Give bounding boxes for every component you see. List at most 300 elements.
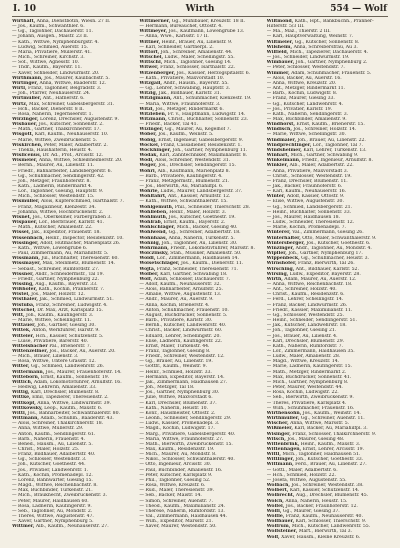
entry-details: — Karl, Hauptverwaltung, Weinstr. 7. [266,34,354,40]
entry-surname: Wiltmeier, [266,39,294,45]
entry-surname: Winkelmann, [266,158,301,164]
entry-details: — Anna, Wwe., Karlsstr. 17 II. [139,34,209,40]
entry-surname: Wischer, [266,421,289,427]
entry-details: Gg., Mühlbauer, Kreuzstr. 18 II. [171,19,246,24]
header-rule [12,16,388,17]
entry-details: Christ., Buchhalter, Sonnenstr. 23. [168,116,249,122]
entry-surname: Wißhofer, [12,287,38,293]
entry-details: — Marie, Köchin, Promenadepl. 7. [266,225,346,231]
entry-surname: Wisthaler, [12,297,39,303]
entry-surname: Wissner, [12,271,34,277]
entry-details: — Bernh., Maurer, Au, Lilienstr. 11. [12,163,95,169]
entry-details: Franz, Schneider, Theresienstr. 71. [156,266,238,272]
directory-columns [12,19,388,543]
entry-details: — Barb., Näherin, Frauenstr. 4. [12,436,86,442]
entry-details: Franz, Schlosser, Isarthalstr. 22. [160,65,236,71]
entry-details: — Barb., Privatiere, Karlstr. 30. [139,318,213,324]
entry-surname: Wittauer, [12,323,36,329]
entry-details: Jos., Maler, Holzstr. 12. [31,292,85,298]
entry-surname: Wittenhagen, [266,446,302,452]
entry-details: — Christ., Bäcker, Lindwurmstr. 60. [139,328,223,334]
entry-details: — Friedr., Bäcker, Tal 41. [139,122,198,128]
entry-surname: Wohlschläger, [139,225,176,231]
entry-details: — Friedr., Gärtner, Nymphenburg 22. [12,276,100,282]
entry-surname: Witsch, [266,436,286,442]
entry-details: — Anna, Wittwe, Müllerstr. 29. [12,426,84,432]
entry-details: — Theod., Kaufm., Maximilianstr. 24. [139,503,226,509]
entry-details: — Gg., Schuhmacher, Sendlingerstr. 42. [12,173,105,179]
entry-details: — Christ., Schlosser, Westendstr. 19. [266,173,352,179]
entry-surname: Wittorf, [139,49,160,55]
entry-surname: Wittmann, [266,462,294,468]
entry-details: Karl, Kaufm., Neuhauserstr. 10. [34,132,109,138]
entry-details: Phil., Schneider, Thierschstr. 28. [174,204,251,210]
entry-details: Hch., Kassier, Schützenstr. 5. [35,333,104,339]
entry-details: Jos., Kaufm., Weinstr. 14. [302,410,361,416]
entry-surname: Wissing, [12,281,34,287]
entry-details: — Mich., Schreiner, Kirchstr. 3. [12,55,85,61]
entry-details: Lor., Bierbrauer, Karlstr. 41. [38,220,104,226]
entry-details: — Karl, Drechsler, Blumenstr. 29. [266,338,345,344]
entry-surname: Wittl, [266,452,281,458]
entry-details: Anna, Wittwe, Schleißheimerstr. 20. [38,158,123,164]
entry-details: — Franz, Magazineur, Klenzestr. 34. [12,204,96,210]
entry-details: — Joh., Pfarrer, Neuhauserstr. 24. [12,91,91,97]
entry-details: — Peter, Schlosser, Westendstr. 7. [266,65,345,71]
entry-details: — Paul, Buchbinder, Amalienstr. 16. [139,467,223,473]
entry-details: Ernst, Lehrer, Arcisstr. 19. [302,446,364,452]
entry-details: Heinr., Maler, Holzstr. 3. [169,209,227,215]
entry-details: — Otto, Ingenieur, Arcisstr. 30. [139,462,212,468]
entry-details: — Ma., Maz., Thierstr. 2 III. [266,29,331,35]
entry-details: — Kath., Köchin, Promenadepl. 12. [12,472,93,478]
entry-details: Joh., Brauer, Au, Lilienstr. 22. [297,137,366,143]
entry-surname: Wittermann, [12,369,45,375]
entry-details: — Maria, Wittwe, Fraunhoferstr. 27. [139,436,224,442]
entry-details: Gg., Maurer, Au, Kegelhof 7. [164,127,231,133]
entry-surname: Wittmerner, [139,19,171,24]
entry-details: Val., Zimmermann, Giesing 26. [292,230,364,236]
entry-details: — Elise, Wittwe, Augustenstr. 30. [266,199,344,205]
entry-details: — Franz, Metzgermstr., Blumenstr. 21. [139,178,230,184]
entry-surname: Wöber, [139,132,157,138]
entry-surname: Witzigmann, [139,96,172,102]
entry-details: — Marie, Ladnerin, Kaufingerstr. 15. [266,364,352,370]
entry-details: Anna, Näherin, Türkenstr. 5. [168,235,235,241]
entry-details: Pal., Brienerstr. 7. [49,343,92,349]
directory-entry [12,524,133,529]
entry-surname: Wittenzellner, [12,349,49,354]
entry-details: — Marie, Wittwe, Schellingstr. 11. [12,318,92,324]
entry-details: — Joh., Metzger, Fraunhoferstr. 8. [12,178,91,184]
entry-details: Jak., Bildhauer, Karlstr. 31. [158,91,222,97]
entry-details: — Joh., Metzger, Tal 18. [139,385,195,391]
entry-details: — Rosa, Wittwe, Untere Grasstr. 12. [12,359,96,365]
entry-details: Max, Steinmetz, Blumenstr. 14. [42,261,116,267]
entry-details: Andr., Schneidermstr., Tal 19. [35,271,104,277]
entry-surname: Wilfield, [266,49,289,55]
entry-details: — Franz, Maurer, Giesing 33. [266,96,335,102]
entry-details: Joh., Taglöhner, Au, Lilienstr. 30. [161,240,238,246]
entry-surname: Witzmann, [139,116,167,122]
entry-surname: Woiczinsky, [139,251,169,257]
entry-details: — Heinr., Buchhalter, Sonnenstr. 33. [266,209,352,215]
directory-column-3 [267,19,388,543]
entry-surname: Windisch, [266,127,292,133]
entry-surname: Wolfbauer, [266,519,295,525]
entry-details: Andr., Taglöhner, Au, Mondstr. 4. [295,245,372,251]
entry-details: — Mich., Brauknecht, Zweibrückenstr. 3. [12,493,108,499]
entry-details: — Karl, Drechsler, Blumenstr. 37. [139,400,217,406]
entry-details: — Lor., Taglöhner, Giesing, Hauptstr. 9. [12,189,104,195]
entry-details: Ludw., Maurer, Landsbergerstr. 37. [160,189,243,195]
entry-details: Kath., Köchin, Prannerstr. 7. [38,287,105,293]
entry-details: — Gg., Schlosser, Westendstr. 25. [266,312,345,318]
entry-surname: Wöger, [139,163,157,169]
entry-details: — Xaver, Schneider, Lindwurmstr. 20. [12,70,100,76]
entry-details: Heinr., Kaufm., Maxstr. 3. [300,441,361,447]
entry-surname: Wimbauer, [266,60,295,66]
entry-details: — Rosa, Ladnerin, Kaufingerstr. 9. [12,503,92,509]
entry-details: Leop., Kaufm., Maxstr. 6. [44,405,103,411]
entry-details: — Rosa, Näherin, Tegernseerstr. 1. [12,111,94,117]
entry-details: — Magd., Wittwe, Reichenbachstr. 8. [12,483,98,489]
entry-details: — Xaver, Gärtner, Nymphenburg 5. [12,519,94,525]
entry-details: — Luise, Privatiere, Barerstr. 40. [12,338,89,344]
entry-details: — Kath., Näherin, Rumfordstr. 7. [266,343,343,349]
entry-details: — Simon, Schreiner, Auenstr. 7. [139,498,213,504]
entry-surname: Wizinger, [139,127,164,133]
entry-details: — Mich., Schlosser, Westendstr. 15. [12,194,95,200]
entry-details: — Bernh., Kutscher, Landwehrstr. 40. [139,323,227,329]
entry-surname: Wittkopf, [12,400,36,406]
entry-details: — Theres, Privatiere, Karlsplatz 4. [266,400,347,406]
entry-surname: Wisbauer, [12,122,38,128]
entry-details: Ferd., Brauer, Au, Lilienstr. 27. [295,462,367,468]
entry-details: Adam, Lokomotivführer, Arnulfstr. 16. [33,379,122,385]
entry-details: Mich., Kutscher, Landwehrstr. 55. [291,524,371,530]
entry-surname: Wirsching, [266,266,295,272]
entry-details: Jos., Schreiner, Westendstr. 38. [291,483,364,489]
entry-surname: Wolf, [266,534,280,540]
entry-details: — Lorenz, Bahnwärter, Giesing 15. [12,477,93,483]
entry-surname: Wirzinger, [12,116,39,122]
entry-details: — Amalie, Wittwe, Augustenstr. 13. [139,292,222,298]
entry-surname: Witzenberger, [139,70,176,76]
entry-surname: Wiskirchen, [12,142,43,148]
entry-details: Jos., Oberkellner, Färbergraben 3. [32,214,112,220]
entry-details: Jos., Bäcker, Fraunhoferstr. 12. [285,503,358,509]
entry-details: Otto, Maler, Schwanthalerstr. 9. [302,235,377,241]
entry-surname: Wimmer, [266,70,290,76]
entry-details: Joh., Schreiner, Amalienstr. 44. [160,49,233,55]
entry-details: Karl, Drechsler, Blumenstr. 8. [30,390,100,396]
entry-details: — Math., Gärtner, Thalkirchnerstr. 17. [12,127,101,133]
entry-surname: Wittmann, [12,416,40,422]
entry-surname: Wirthmann, [12,75,43,81]
entry-details: Mich., Tapezierer, Dachauerstr. 4. [289,49,369,55]
entry-details: — Jos., Kaufm., Schwanthler. 6. [12,24,85,30]
entry-details: — Lor., Zimmermann, Haidhausen 35. [266,349,355,354]
entry-surname: Wirtl, [12,86,27,92]
entry-details: Lor., Zimmermann, Haidhausen 14. [156,256,239,262]
entry-surname: Wittmer, [12,524,35,530]
entry-details: — Maria, Privatiere, Müllerstr. 41. [12,49,92,55]
entry-details: — Peter, Maurer, Haidhausen 60. [12,498,89,504]
entry-surname: Wobig, [139,137,157,143]
entry-details: Hilterstr. 5/3 III. [266,24,305,30]
entry-surname: Witter, [12,364,30,370]
entry-details: Ant., Bildhauer, Karlstr. 52. [295,266,359,272]
entry-details: — Wilh., Expeditor, Marsstr. 21. [139,519,214,525]
entry-details: — Alois, Schreiner, Thalkirchnerstr. 18. [12,421,104,427]
entry-details: — Hermann, Bureauchef, Ottostr. 4. [139,24,223,30]
entry-surname: Wittlinger, [266,457,295,463]
entry-details: — Jak., Kutscher, Landwehrstr. 18. [266,323,347,329]
entry-details: Anna, Näherin, Heustr. 15. [285,498,348,504]
entry-details: Jos., Kaufm., Weinstr. 5. [158,132,214,138]
entry-surname: Wödl, [139,158,154,164]
entry-surname: Wirthaft, [12,19,36,24]
entry-surname: Woisetschläger, [139,261,180,267]
entry-surname: Wilsheim, [266,44,293,50]
entry-details: — Xaver, Maurer, Westendstr. 50. [139,524,217,530]
entry-details: — Peter, Maurer, Westendstr. 44. [266,385,343,391]
entry-details: — Friedr., Kassier, Maximilianstr. 11. [266,307,353,313]
entry-details: Franz, Schlosser, Thalkirchnerstr. 9. [292,431,377,437]
entry-details: — Anna, Wittwe, Kreuzstr. 20. [266,80,337,86]
entry-surname: Wissmayer, [12,261,41,267]
entry-surname: Wipfler, [266,251,287,257]
entry-surname: Wolbrecht, [266,493,295,499]
entry-details: — Gg., Kutscher, Landwehrstr. 4. [266,101,344,107]
entry-details: Gg., Schmied, Landwehrstr. 26. [31,364,105,370]
entry-details: — Kath., Wittwe, Nymphenburgstr. 4. [12,39,99,45]
entry-details: Andr., Hausm., Bayerstr. 55. [163,80,229,86]
entry-details: — Kath., Wittwe, Schwanthalerstr. 15. [139,199,228,205]
entry-surname: Wittek, [12,328,31,334]
entry-details: Friedr., Lokomotivführer, Marsstr. 8. [170,245,255,251]
entry-details: Kath., Hpt., Bankbuchh., Pranner- [294,19,374,24]
entry-details: Jos., Bahnarbeiter, Schwanthalerstr. 80. [27,410,120,416]
entry-details: — Mich., Gärtner, Nymphenburg 8. [266,379,349,385]
entry-details: — Jak., Bäcker, Fraunhoferstr. 6. [266,184,343,189]
entry-details: Max, Schreiner, Gabelsbergerstr. 31. [28,101,115,107]
entry-surname: Wistel, [12,292,30,298]
entry-details: — Ant., Schreiner, Holzstr. 40. [266,287,337,293]
entry-details: Adalb., Schuhm., Baaderstr. 43. [40,416,114,422]
entry-details: — Seb., Taglöhner, Au, Mondstr. 2. [12,508,93,514]
entry-surname: Witwer, [139,65,159,71]
entry-surname: Witschel, [139,55,164,61]
entry-details: Lorenz, Drechsler, Augustenstr. 9. [40,116,119,122]
entry-details: Karl, Lehrer, Türkenstr. 13. [303,147,367,153]
entry-details: — Hch., Schmied, Holzstr. 22. [266,472,336,478]
entry-details: Alb., Maler, Adalbertstr. 22. [289,163,354,169]
entry-surname: Wittelsbacher [12,343,48,349]
entry-surname: Wölfel, [266,503,285,509]
entry-surname: Witzleben, [139,111,167,117]
entry-details: — Franz, Bildhauer, Adalbertstr. 40. [12,452,96,458]
entry-details: — Ferd., Lehrer, Schellingstr. 14. [266,297,344,303]
entry-surname: Wippenbeck, [266,256,300,262]
entry-details: — Gg., Brauer, Au, Lilienstr. 19. [139,359,213,365]
directory-column-1 [12,19,133,543]
entry-details: Karl, Gärtner, Schwabing 18. [160,271,228,277]
entry-details: Jak., Schmied, Lindwurmstr. 51. [39,297,114,303]
entry-details: — Mich., Maurer, Au, Mondstr. 8. [139,452,217,458]
entry-surname: Wittke, [12,395,31,401]
entry-details: Joh., Kutscher, Goethestr. 33. [295,457,364,463]
entry-details: Franz, Taglöhner, Belgradstr. 3. [28,86,102,92]
entry-details: — Rud., Maler, Theresienstr. 39. [139,488,215,494]
entry-surname: Witzig, [139,91,158,97]
entry-details: — Jos., Schneider, Lindwurmstr. 19. [266,55,350,61]
entry-details: — Kath., Näherin, Heustr. 10. [139,405,208,411]
entry-details: — Heinr., Schmied, Holzstr. 33. [139,369,212,375]
entry-details: Jul., Buchhalter, Theresienstr. 60. [41,256,119,262]
entry-details: — Kath., Ladnerin, Rindermarkt 4. [12,184,93,189]
entry-details: Ernst, Kaufm., Sonnenstr. 19. [40,374,110,380]
entry-surname: Wismüller, [12,199,40,205]
entry-details: — Leonh., Schneider, Sendlingerstr. 29. [139,416,232,422]
entry-details: — Sebast., Schreiner, Rumfordstr. 27. [12,266,100,272]
page-header [0,4,400,16]
entry-details: Gg., Schuhmacher, Heustr. 3. [301,256,369,262]
entry-details: — Gg., Taglöhner, Dachauerstr. 11. [12,29,93,35]
entry-surname: Wissenbach, [12,235,44,241]
entry-details: Franz, Schreiner, Ludwigstr. 4. [35,302,108,308]
entry-details: — Ernst, Maler, Türkenstr. 44. [139,343,210,349]
entry-details: — Kath., Wittwe, Löwengrube 6. [12,245,88,251]
entry-details: — Magd., Wittwe, Kreuzstr. 14. [266,359,340,365]
entry-details: — Val., Zimmermann, Haidhausen 44. [139,514,228,519]
entry-details: Jak., Expeditor, Frauenstr. 18. [31,230,101,236]
entry-details: — Andr., Maurer, Au, Auerstr. 9. [139,297,214,303]
entry-details: Xaver, Hausm., Kleine Kreuzstr. 6. [281,534,361,540]
entry-details: Ant., Kassier, Arnulfstr. 12. [167,194,231,200]
entry-details: Karl, Kassier, Schützenstr. 14. [289,488,360,494]
entry-details: — Franz, Taglöhner, Giesing 8. [139,349,211,354]
entry-details: Adam, Schlosser, Dachauerstr. 7. [153,276,231,282]
entry-details: — Hermann, Expeditor, Bayerstr. 14. [139,374,225,380]
entry-details: — Gottfr., Kaufm., Weinstr. 9. [139,364,207,370]
entry-surname: Wohlleben, [139,209,168,215]
entry-details: Alb., Kaufm., Neuhauserstr. 27. [35,524,109,530]
entry-details: — Nikol., Schlosser, Schwanthalerstr. 40. [139,457,235,463]
entry-details: — Max, Buchdrucker, Sonnenstr. 41. [266,374,352,380]
section-number: I. 10 [13,4,37,14]
entry-surname: Wispauer, [12,220,38,226]
entry-details: Alb., Kaufmann, Marienplatz 8. [157,168,230,174]
entry-details: Gg., Schreiner, Adalbertstr. 18. [168,230,241,236]
entry-details: Adam, Maurer, Au, Auerstr. 12. [284,276,357,282]
entry-details: — Math., Kutscher, Amalienstr. 22. [12,225,93,231]
entry-details: — Theres, Wittwe, Augustenstr. 47. [12,514,94,519]
entry-details: — Christ., Maler, Holzstr. 25. [12,446,80,452]
entry-surname: Wittmeyer, [139,29,168,35]
entry-details: Dr. Max, Arzt, Karlsplatz 15. [37,307,103,313]
entry-details: — Therese, Näherin, Rumfordstr. 13. [139,508,225,514]
entry-details: — Heinr., Schneider, Sendlingerstr. 51. [266,318,357,324]
entry-surname: Witt, [12,312,25,318]
entry-details: — Ludw., Schneider, Theresienstr. 12. [266,220,355,226]
entry-details: — Friedr., Schreiner, Westendstr. 12. [139,354,225,360]
entry-details: Jos., Kutscher, Goethestr. 19. [168,214,236,220]
entry-surname: Wirthensohn, [266,410,302,416]
entry-details: Jos., Kutscher, Sonnenstr. 2. [38,122,104,128]
entry-details: Anna, Wittwe, Marsstr. 5. [290,421,350,427]
entry-surname: Witteler, [12,333,35,339]
entry-details: Heinr., Inspector, Residenzstr. 10. [45,235,124,241]
entry-details: — Seb., Bäcker, Maistr. 14. [139,493,202,499]
entry-details: — Anton, Schuhmacher, Frauenstr. 10. [139,307,229,313]
entry-surname: Wöckhinger, [139,147,172,153]
entry-details: — Jos., Brauer, Au, Lilienstr. 4. [266,333,338,339]
entry-details: Gg., Maurer, Giesing 37. [282,508,340,514]
entry-surname: Wittich, [12,379,33,385]
entry-surname: Wirtinger, [12,80,39,86]
entry-details: — Eduard, Lehrer, Schellingstr. 20. [139,333,221,339]
entry-details: Anton, Werkführer, Isarstr. 9. [32,328,100,334]
entry-details: Ant., Hafnerstr. 6. [42,96,85,102]
entry-surname: Winter, [266,194,286,200]
entry-surname: Witschel, [12,307,36,313]
entry-details: Ernst, Kaufm., Bayerstr. 2. [163,220,226,226]
entry-details: Karl, Schlosser, Thierschstr. 9. [295,519,367,525]
entry-surname: Wohlmuth, [139,214,168,220]
entry-details: — Alois, Bäcker, Au, Auerstr. 16. [266,75,342,81]
entry-details: — Kath., Privatiere, Maxvorstadt 10. [139,75,225,81]
entry-details: — Marie, Wittwe, Schellingstr. 30. [266,132,346,138]
entry-surname: Wittig, [12,390,30,396]
entry-details: — Seb., Bierwirth, Zweibrückenstr. 9. [266,395,354,401]
entry-details: Joh., Gärtner, Nymphenburg 17. [288,251,363,257]
entry-details: — Konr., Hausmeister, Ottostr. 2. [139,410,216,416]
entry-surname: Windsheimer, [266,147,302,153]
entry-details: — Hedwig, Lehrerin, Amalienstr. 33. [12,385,97,391]
entry-details: — Magd., Köchin, Ludwigstr. 17. [139,426,215,432]
entry-surname: Winzinger, [266,245,295,251]
entry-details: Joh., Gärtner, Nymphenburg 2. [295,60,368,66]
entry-surname: Wodak, [139,153,159,159]
entry-surname: Wittkowsky, [12,405,43,411]
entry-details: Anna, Wittwe, Baaderstr. 12. [39,80,107,86]
entry-surname: Wojta, [139,266,156,272]
entry-details: Jos., Kutscher, Goethestr. 6. [306,240,371,246]
entry-details: Franz, Cassadiener, Residenzstr. 1. [160,142,242,148]
entry-details: — Karl, Kaufm., Neuhauserstr. 16. [266,189,347,195]
entry-surname: Wohlwend, [139,230,168,236]
entry-surname: Wisnet, [12,214,32,220]
entry-details: — August, Buchdrucker, Sonnenstr. 5. [139,312,228,318]
entry-details: Mich., Bäcker, Giesing 40. [176,225,238,231]
entry-surname: Wittenbrink, [266,441,300,447]
entry-details: — Max, Buchbinder, Amalienstr. 9. [266,116,347,122]
entry-surname: Wintersberger, [266,240,305,246]
entry-details: Franz, Kaufm., Neuhauserstr. 40. [285,514,363,519]
entry-details: Jos., Maurer, Frauenhoferstr. 14. [45,369,122,375]
entry-surname: Wolbach, [266,483,291,489]
entry-details: Ernst, Kaufm., Brienerstr. 15. [296,122,365,128]
entry-details: Adolf, Hutmacher, Marienplatz 26. [40,240,121,246]
entry-details: — Alois, Bahnarbeiter, Arnulfstr. 25. [139,287,223,293]
entry-surname: Wirnshofer, [266,261,297,267]
entry-surname: Witzgall, [139,80,162,86]
entry-details: Fr. v., Hauptmann, Ludwigstr. 14. [167,111,246,117]
entry-surname: Wolf, [139,276,153,282]
directory-entry [267,535,388,540]
